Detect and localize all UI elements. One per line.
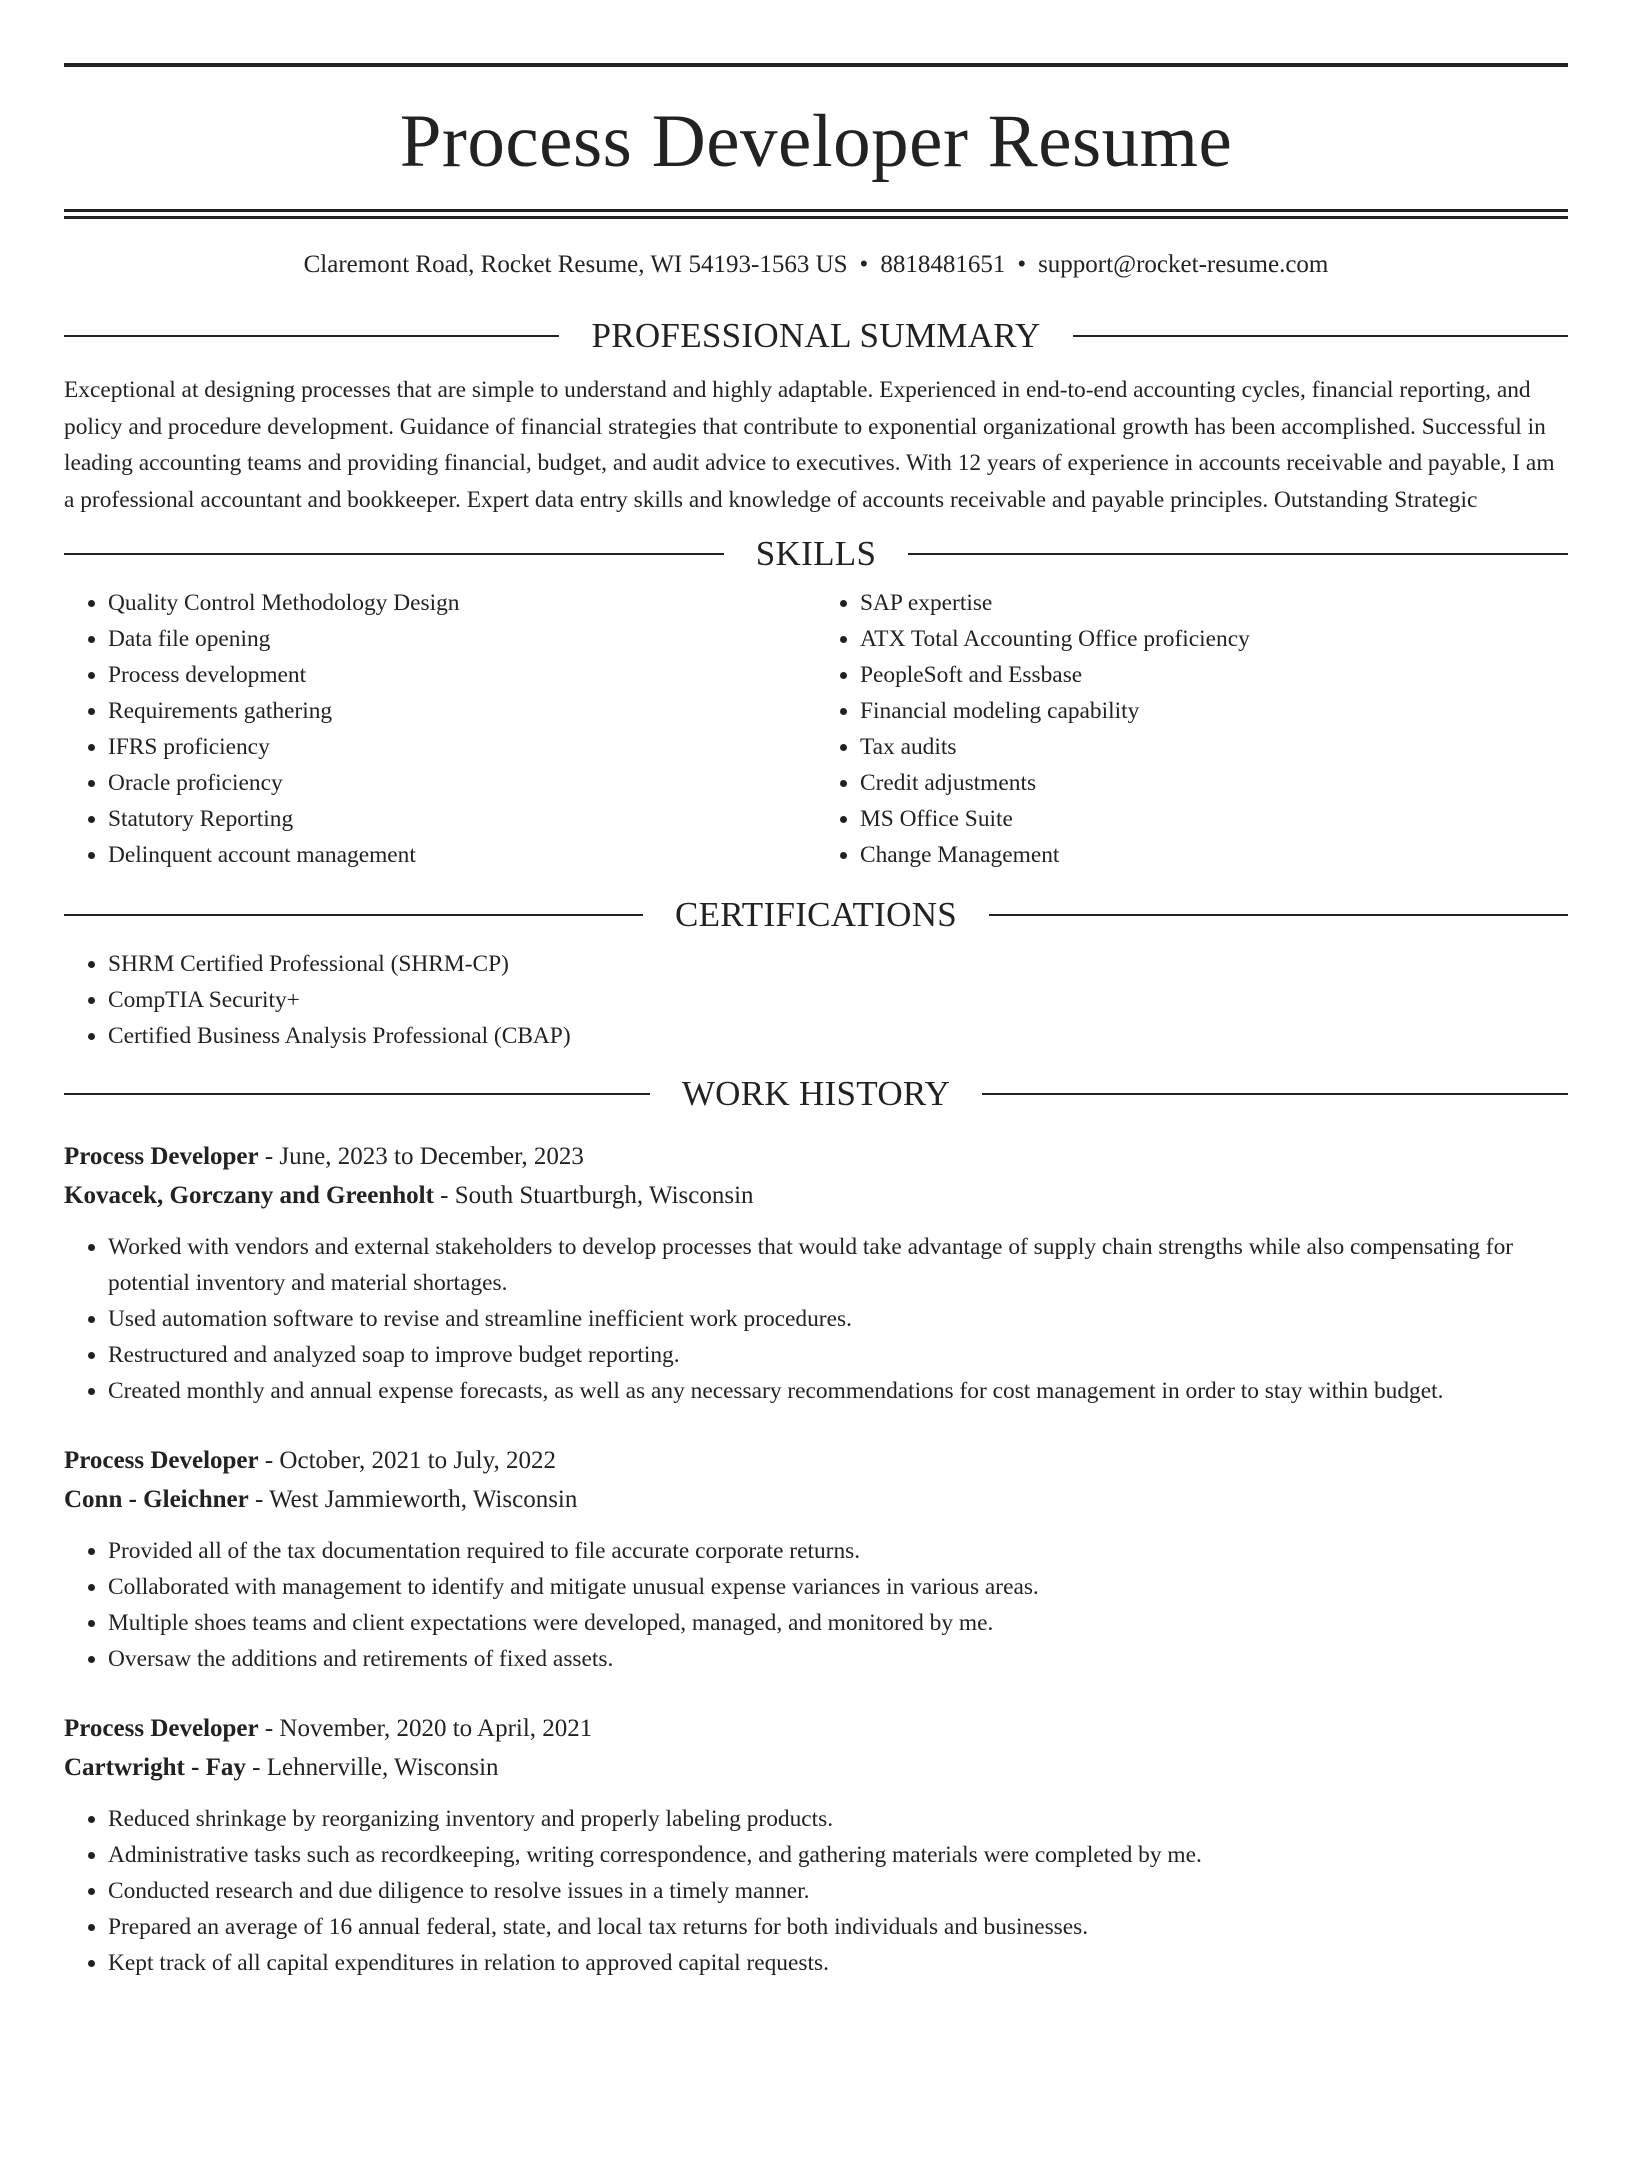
job-title: Process Developer bbox=[64, 1143, 259, 1170]
job-company: Kovacek, Gorczany and Greenholt bbox=[64, 1182, 434, 1209]
contact-separator: • bbox=[859, 251, 869, 278]
job-title: Process Developer bbox=[64, 1447, 259, 1474]
skill-item: • Delinquent account management bbox=[108, 837, 816, 873]
skill-item: • Credit adjustments bbox=[860, 765, 1568, 801]
work-history-heading: WORK HISTORY bbox=[681, 1074, 951, 1113]
job-company: Cartwright - Fay bbox=[64, 1754, 246, 1781]
certification-item: • CompTIA Security+ bbox=[108, 982, 1568, 1018]
skill-item: • Tax audits bbox=[860, 729, 1568, 765]
job-bullet: • Kept track of all capital expenditures in relation to approved capital requests. bbox=[108, 1945, 1568, 1981]
contact-address: Claremont Road, Rocket Resume, WI 54193-1563 US bbox=[303, 251, 848, 278]
title-double-rule bbox=[64, 209, 1568, 219]
certifications-list bbox=[64, 946, 1568, 1054]
skills-heading: SKILLS bbox=[755, 534, 877, 573]
certifications-section-header bbox=[64, 897, 1568, 932]
skills-section-header bbox=[64, 536, 1568, 571]
skill-item: • SAP expertise bbox=[860, 585, 1568, 621]
job-bullets bbox=[64, 1801, 1568, 1981]
certifications-heading: CERTIFICATIONS bbox=[674, 895, 958, 934]
job-entry bbox=[64, 1137, 1568, 1409]
job-bullet: • Multiple shoes teams and client expectations were developed, managed, and monitored by me. bbox=[108, 1605, 1568, 1641]
job-bullet: • Restructured and analyzed soap to improve budget reporting. bbox=[108, 1337, 1568, 1373]
skill-item: • Financial modeling capability bbox=[860, 693, 1568, 729]
summary-text: Exceptional at designing processes that are simple to understand and highly adaptable. Experienced in end-to-end accounting cycles, financial reporting, and policy and procedure development. Guidance of financial strategies that contribute to exponential organizational growth has been accomplished. Successful in leading accounting teams and providing financial, budget, and audit advice to executives. With 12 years of experience in accounts receivable and payable, I am a professional accountant and bookkeeper. Expert data entry skills and knowledge of accounts receivable and payable principles. Outstanding Strategic bbox=[64, 377, 1555, 513]
section-rule-left bbox=[64, 335, 559, 337]
skill-item: • Requirements gathering bbox=[108, 693, 816, 729]
job-bullets bbox=[64, 1229, 1568, 1409]
job-dates: - October, 2021 to July, 2022 bbox=[258, 1447, 556, 1474]
section-rule-left bbox=[64, 1093, 650, 1095]
section-rule-left bbox=[64, 914, 643, 916]
skill-item: • PeopleSoft and Essbase bbox=[860, 657, 1568, 693]
job-dates: - November, 2020 to April, 2021 bbox=[258, 1715, 593, 1742]
skill-item: • Change Management bbox=[860, 837, 1568, 873]
job-entry bbox=[64, 1441, 1568, 1677]
skill-item: • MS Office Suite bbox=[860, 801, 1568, 837]
resume-page bbox=[0, 63, 1632, 2175]
section-rule-left bbox=[64, 553, 724, 555]
skill-item: • Oracle proficiency bbox=[108, 765, 816, 801]
job-location: - Lehnerville, Wisconsin bbox=[245, 1754, 499, 1781]
skill-item: • Process development bbox=[108, 657, 816, 693]
job-bullet: • Administrative tasks such as recordkeeping, writing correspondence, and gathering materials were completed by me. bbox=[108, 1837, 1568, 1873]
job-title-line bbox=[64, 1709, 1568, 1748]
job-company-line bbox=[64, 1748, 1568, 1787]
skill-item: • ATX Total Accounting Office proficiency bbox=[860, 621, 1568, 657]
job-bullet: • Oversaw the additions and retirements of fixed assets. bbox=[108, 1641, 1568, 1677]
top-rule bbox=[64, 63, 1568, 67]
job-location: - West Jammieworth, Wisconsin bbox=[248, 1486, 578, 1513]
skills-columns bbox=[64, 585, 1568, 873]
job-location: - South Stuartburgh, Wisconsin bbox=[433, 1182, 754, 1209]
job-bullet: • Prepared an average of 16 annual federal, state, and local tax returns for both individuals and businesses. bbox=[108, 1909, 1568, 1945]
job-company: Conn - Gleichner bbox=[64, 1486, 249, 1513]
contact-email: support@rocket-resume.com bbox=[1038, 251, 1329, 278]
job-bullet: • Collaborated with management to identify and mitigate unusual expense variances in various areas. bbox=[108, 1569, 1568, 1605]
section-rule-right bbox=[982, 1093, 1568, 1095]
contact-line bbox=[64, 250, 1568, 280]
contact-phone: 8818481651 bbox=[880, 251, 1006, 278]
job-dates: - June, 2023 to December, 2023 bbox=[258, 1143, 584, 1170]
section-rule-right bbox=[1073, 335, 1568, 337]
job-title-line bbox=[64, 1441, 1568, 1480]
skills-list-left bbox=[64, 585, 816, 873]
work-history-section-header bbox=[64, 1076, 1568, 1111]
certification-item: • SHRM Certified Professional (SHRM-CP) bbox=[108, 946, 1568, 982]
skills-list-right bbox=[816, 585, 1568, 873]
summary-heading: PROFESSIONAL SUMMARY bbox=[591, 316, 1041, 355]
skill-item: • Data file opening bbox=[108, 621, 816, 657]
job-bullet: • Created monthly and annual expense forecasts, as well as any necessary recommendations for cost management in order to stay within budget. bbox=[108, 1373, 1568, 1409]
skill-item: • Statutory Reporting bbox=[108, 801, 816, 837]
job-title-line bbox=[64, 1137, 1568, 1176]
job-entry bbox=[64, 1709, 1568, 1981]
certification-item: • Certified Business Analysis Professional (CBAP) bbox=[108, 1018, 1568, 1054]
job-bullet: • Conducted research and due diligence to resolve issues in a timely manner. bbox=[108, 1873, 1568, 1909]
job-company-line bbox=[64, 1176, 1568, 1215]
job-bullet: • Worked with vendors and external stakeholders to develop processes that would take advantage of supply chain strengths while also compensating for potential inventory and material shortages. bbox=[108, 1229, 1568, 1301]
job-title: Process Developer bbox=[64, 1715, 259, 1742]
job-bullets bbox=[64, 1533, 1568, 1677]
resume-title: Process Developer Resume bbox=[399, 100, 1233, 183]
job-bullet: • Provided all of the tax documentation required to file accurate corporate returns. bbox=[108, 1533, 1568, 1569]
skill-item: • IFRS proficiency bbox=[108, 729, 816, 765]
section-rule-right bbox=[908, 553, 1568, 555]
job-bullet: • Reduced shrinkage by reorganizing inventory and properly labeling products. bbox=[108, 1801, 1568, 1837]
section-rule-right bbox=[989, 914, 1568, 916]
summary-section-header bbox=[64, 318, 1568, 353]
skill-item: • Quality Control Methodology Design bbox=[108, 585, 816, 621]
job-bullet: • Used automation software to revise and streamline inefficient work procedures. bbox=[108, 1301, 1568, 1337]
job-company-line bbox=[64, 1480, 1568, 1519]
contact-separator: • bbox=[1017, 251, 1027, 278]
